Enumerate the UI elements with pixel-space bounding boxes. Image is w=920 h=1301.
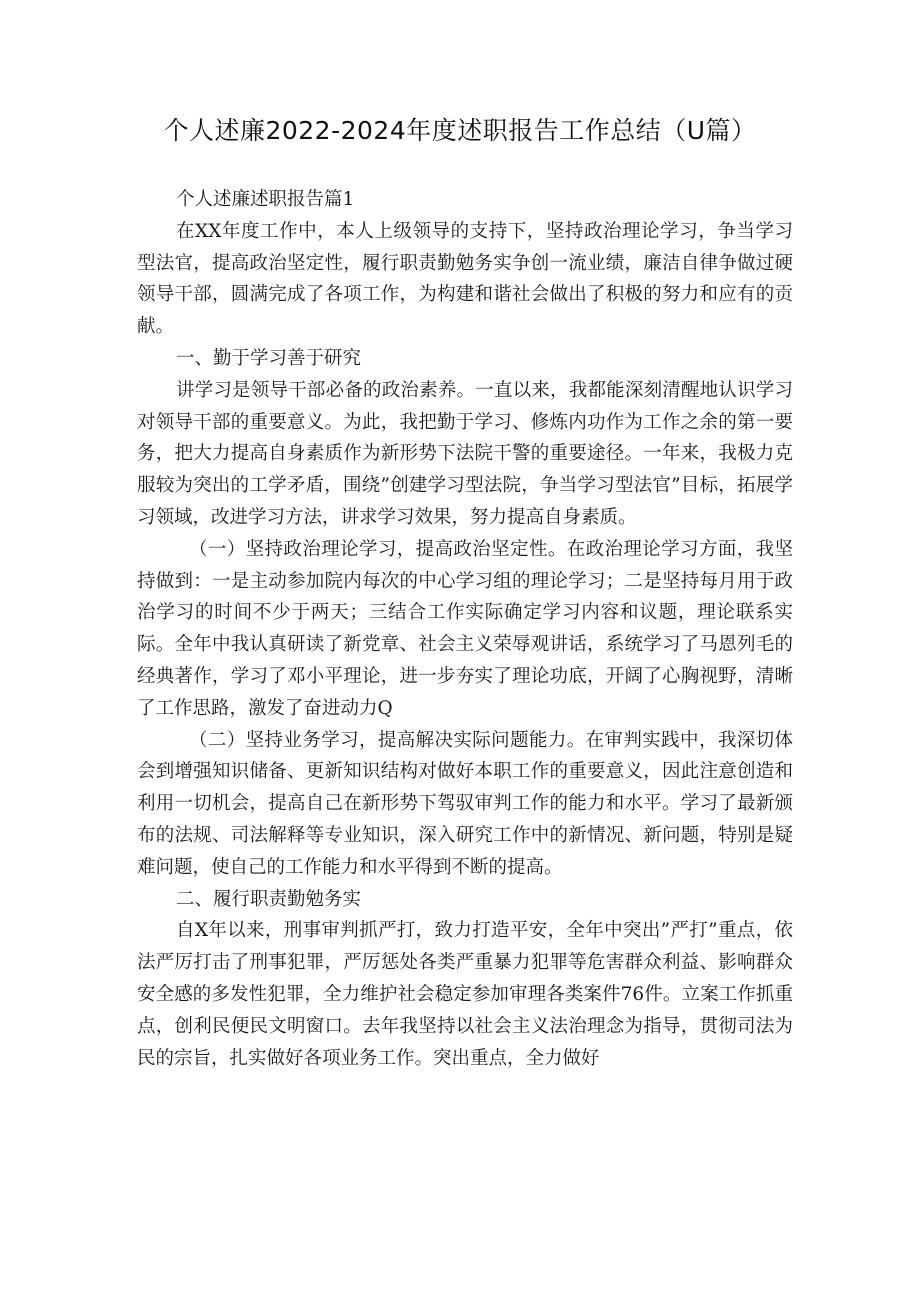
heading-study: 一、勤于学习善于研究 bbox=[176, 347, 362, 369]
paragraph-political-study: （一）坚持政治理论学习，提高政治坚定性。在政治理论学习方面，我坚持做到：一是主动参加院内每次的中心学习组的理论学习；二是坚持每月用于政治学习的时间不少于两天；三结合工作实际确定学习内容和议题，理论联系实际。全年中我认真研读了新党章、社会主义荣辱观讲话，系统学习了马恩列毛的经典著作，学习了邓小平理论，进一步夯实了理论功底，开阔了心胸视野，清晰了工作思路，激发了奋进动力Q bbox=[137, 538, 793, 719]
document-body bbox=[137, 184, 793, 1074]
heading-duties: 二、履行职责勤勉务实 bbox=[176, 888, 362, 910]
section-label: 个人述廉述职报告篇1 bbox=[176, 189, 355, 210]
paragraph-intro: 在XX年度工作中，本人上级领导的支持下，坚持政治理论学习，争当学习型法官，提高政治坚定性，履行职责勤勉务实争创一流业绩，廉洁自律争做过硬领导干部，圆满完成了各项工作，为构建和谐社会做出了积极的努力和应有的贡献。 bbox=[137, 220, 793, 338]
paragraph-business-study: （二）坚持业务学习，提高解决实际问题能力。在审判实践中，我深切体会到增强知识储备、更新知识结构对做好本职工作的重要意义，因此注意创造和利用一切机会，提高自己在新形势下驾驭审判工作的能力和水平。学习了最新颁布的法规、司法解释等专业知识，深入研究工作中的新情况、新问题，特别是疑难问题，使自己的工作能力和水平得到不断的提高。 bbox=[137, 729, 793, 878]
paragraph-study: 讲学习是领导干部必备的政治素养。一直以来，我都能深刻清醒地认识学习对领导干部的重要意义。为此，我把勤于学习、修炼内功作为工作之余的第一要务，把大力提高自身素质作为新形势下法院干警的重要途径。一年来，我极力克服较为突出的工学矛盾，围绕”创建学习型法院，争当学习型法官”目标，拓展学习领域，改进学习方法，讲求学习效果，努力提高自身素质。 bbox=[137, 379, 793, 528]
paragraph-duties: 自X年以来，刑事审判抓严打，致力打造平安，全年中突出”严打”重点，依法严厉打击了刑事犯罪，严厉惩处各类严重暴力犯罪等危害群众利益、影响群众安全感的多发性犯罪，全力维护社会稳定参加审理各类案件76件。立案工作抓重点，创利民便民文明窗口。去年我坚持以社会主义法治理念为指导，贯彻司法为民的宗旨，扎实做好各项业务工作。突出重点，全力做好 bbox=[137, 920, 793, 1069]
document-title: 个人述廉2022-2024年度述职报告工作总结（U篇） bbox=[163, 116, 757, 145]
